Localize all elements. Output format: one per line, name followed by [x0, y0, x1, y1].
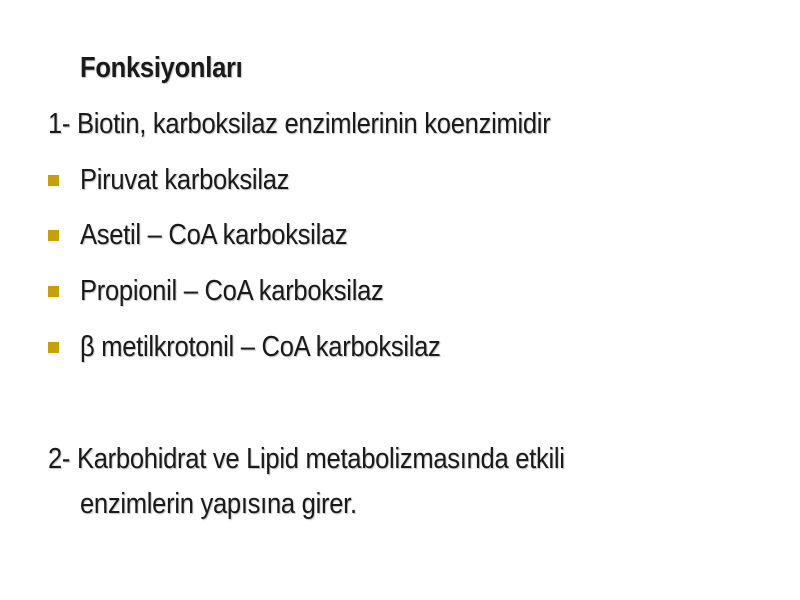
- square-bullet-icon: [48, 230, 59, 241]
- bullet-text: Asetil – CoA karboksilaz: [80, 219, 348, 251]
- square-bullet-icon: [48, 286, 59, 297]
- point-2-text-line-2: enzimlerin yapısına girer.: [80, 488, 357, 520]
- bullet-text: Propionil – CoA karboksilaz: [80, 275, 384, 307]
- square-bullet-icon: [48, 342, 59, 353]
- point-1-text: 1- Biotin, karboksilaz enzimlerinin koenzimidir: [48, 108, 551, 140]
- slide-title: Fonksiyonları: [80, 52, 243, 84]
- point-2-text-line-1: 2- Karbohidrat ve Lipid metabolizmasında etkili: [48, 443, 565, 475]
- square-bullet-icon: [48, 175, 59, 186]
- bullet-text: β metilkrotonil – CoA karboksilaz: [80, 331, 441, 363]
- bullet-text: Piruvat karboksilaz: [80, 164, 290, 196]
